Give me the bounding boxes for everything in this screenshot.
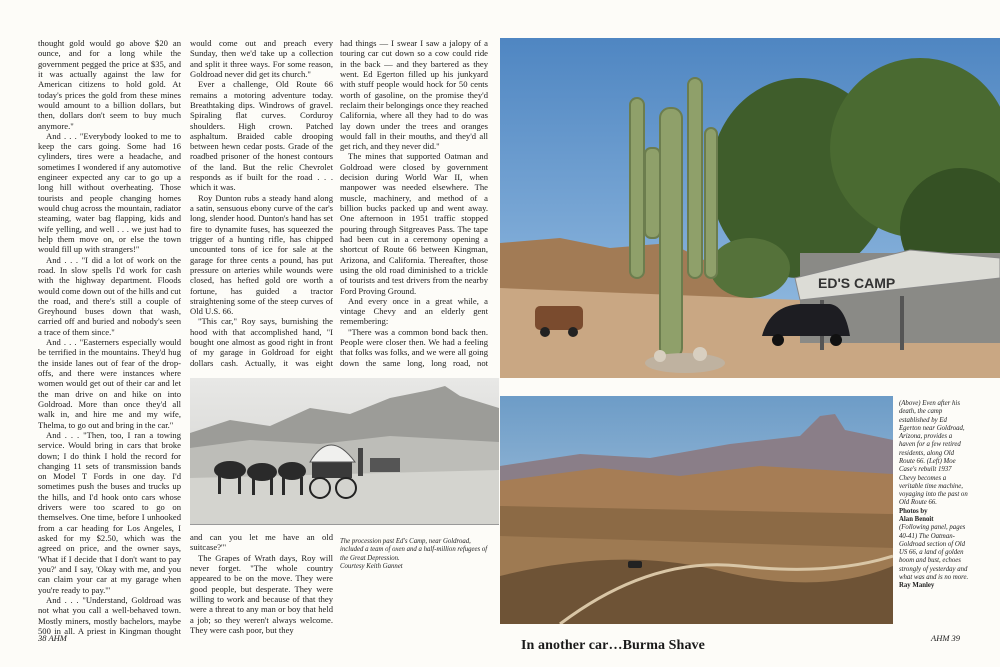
paragraph: And . . . "I did a lot of work on the road. In slow spells I'd work for cash with the highway department. Floods would come down out of the hills and cut the road, and there's still a couple of Greyhound buses down that wash, carried off and buried and nobody's seen a trace of them since." <box>38 254 181 337</box>
photo-credit-name: Ray Manley <box>899 582 935 590</box>
article-column-1 <box>38 38 181 636</box>
camp-sign: ED'S CAMP <box>818 275 896 291</box>
right-page-caption <box>899 400 969 590</box>
photo-credit-name: Alan Benoit <box>899 515 934 523</box>
paragraph: and can you let me have an old suitcase?'" <box>190 532 333 553</box>
article-column-3 <box>340 38 488 368</box>
route-66-landscape-photo <box>500 396 893 624</box>
page-number-right: AHM 39 <box>931 633 961 643</box>
paragraph: And . . . "Understand, Goldroad was not what you call a well-behaved town. Mostly miners, mostly bachelors, maybe 500 in all. A priest in Kingman thought <box>38 594 181 636</box>
article-column-2 <box>190 38 333 368</box>
oxen-photo-caption <box>340 538 490 571</box>
paragraph: would come out and preach every Sunday, then we'd take up a collection and split it three ways. For some reason, Goldroad never did get its church." <box>190 38 333 79</box>
paragraph <box>340 327 488 368</box>
closing-quote: "There was a common bond back then. People were closer then. We had a feeling that folks was folks, and we were all going down the same long, long road, not <box>340 326 488 368</box>
page-number-left: 38 AHM <box>38 633 67 643</box>
article-column-2-continued <box>190 532 333 636</box>
eds-camp-photo <box>500 38 1000 378</box>
paragraph: thought gold would go above $20 an ounce, and for a long while the government pegged the price at $35, and it was actually against the law for American citizens to hold gold. At today's prices the gold from these mines would amount to a billion dollars, but then, dollars don't seem to buy much anymore." <box>38 38 181 131</box>
paragraph: The Grapes of Wrath days, Roy will never forget. "The whole country appeared to be on the move. They were good people, but desperate. They were willing to work and because of that they were a threat to any man or boy that held a job; so they weren't always welcome. They were cash poor, but they <box>190 552 333 635</box>
paragraph: The mines that supported Oatman and Goldroad were closed by government decision during World War II, when manpower was needed elsewhere. The muscle, machinery, and method of a billion bucks packed up and went away. One afternoon in 1951 traffic stopped pouring through Sitgreaves Pass. The tape had been cut in a ceremony opening a shortcut of Route 66 between Kingman, Arizona, and California. Thereafter, those using the old road diminished to a trickle of tourists and test drivers from the nearby Ford Proving Ground. <box>340 151 488 296</box>
paragraph: Roy Dunton rubs a steady hand along a satin, sensuous ebony curve of the car's long, slender hood. Dunton's hand has set fire to dynamite fuses, has squeezed the trigger of a hunting rifle, has chipped uncounted tons of ice for sale at the garage for three cents a pound, has put pressure on arteries while wounds were closed, has hefted gold ore worth a fortune, has guided a tractor straightening some of the steep curves of Old U.S. 66. <box>190 192 333 317</box>
caption-text: The procession past Ed's Camp, near Goldroad, included a team of oxen and a half-million refugees of the Great Depression. <box>340 538 488 562</box>
paragraph: And . . . "Then, too, I ran a towing service. Would bring in cars that broke down; I do think I hold the record for changing 11 sets of transmission bands on Model T Fords in one day. I'd sometimes push the buses and trucks up the hills, and I'd hook onto cars whose drivers were too scared to go on themselves. One time, before I unhooked from a car heading for Los Angeles, I asked for my $2.50, which was the agreed on price, and the owner says, 'What if I decide that I don't want to pay you?' and I say, 'Okay with me, and you can claim your car at my garage when you're ready to pay.'" <box>38 429 181 595</box>
paragraph: "This car," Roy says, burnishing the hood with that accomplished hand, "I bought one almost as good right in front of my garage in Goldroad for eight dollars cash. Actually, it was eight <box>190 316 333 368</box>
photo-credit-label: Photos by <box>899 507 928 515</box>
caption-text: (Above) Even after his death, the camp established by Ed Egerton near Goldroad, Arizona, provides a haven for a few retired residents, along Old Route 66. (Left) Moe Case's rebuilt 1937 Chevy becomes a veritable time machine, voyaging into the past on Old Route 66. <box>899 400 968 507</box>
headline: In another car…Burma Shave <box>521 638 705 653</box>
paragraph: And every once in a great while, a vintage Chevy and an elderly gent remembering: <box>340 295 488 327</box>
oxen-procession-photo <box>190 378 499 525</box>
caption-text: (Following panel, pages 40-41) The Oatman-Goldroad section of Old US 66, a land of golden boom and bust, echoes strongly of yesterday and what was and is no more. <box>899 524 969 581</box>
paragraph: And . . . "Easterners especially would be terrified in the mountains. They'd hug the inside lanes out of fear of the drop-offs, and there were instances where women would get out of their car and let the man drive on and hike on into Goldroad. More than once they'd all walk in, and hire me and my wife, Thelma, to go out and bring in the car." <box>38 337 181 430</box>
photo-credit: Courtesy Keith Gannet <box>340 562 403 570</box>
paragraph: had things — I swear I saw a jalopy of a touring car cut down so a cow could ride in the back — and they bartered as they went. Ed Egerton filled up his junkyard with stuff people would hock for 50 cents worth of gasoline, on the promise they'd reclaim their belongings once they reached California, where all they had to do was lay down under the trees and oranges would fall in their mouths, and they'd all get rich, and they never did." <box>340 38 488 152</box>
paragraph: Ever a challenge, Old Route 66 remains a motoring adventure today. Breathtaking dips. Windrows of gravel. Spiraling flat curves. Corduroy shoulders. High crown. Patched asphaltum. Braided cable drooping between hewn cedar posts. Grade of the roadbed prisoner of the honest contours of the land. But the relic Chevrolet responds as if built for the road . . . which it was. <box>190 79 333 193</box>
paragraph: And . . . "Everybody looked to me to keep the cars going. Some had 16 cylinders, tires were a headache, and sometimes I wondered if any automotive engineer expected any car to go up a long hill without overheating. Those tourists and people changing homes would chug across the mountain, radiator steaming, water bag flapping, kids and wife yelling, and well . . . we just had to help them move on, or else the town would fill up with strangers!" <box>38 130 181 255</box>
